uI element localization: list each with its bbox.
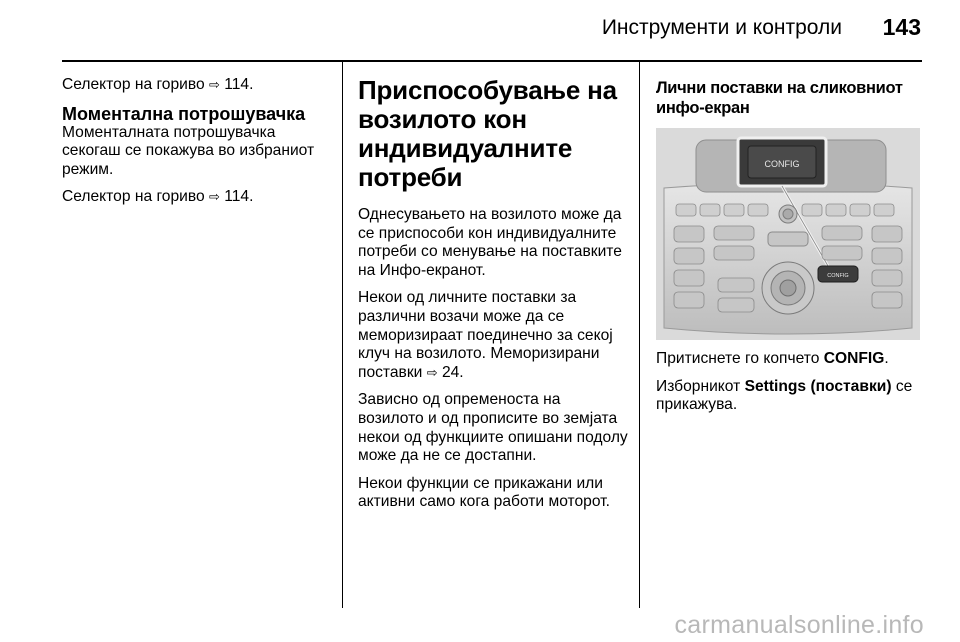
arrow-reference-icon: ⇨ [426, 364, 438, 380]
availability-note: Зависно од опременоста на возилото и од прописите во земјата некои од функциите опишани подолу може да не се достапни. [358, 391, 628, 465]
personalization-intro: Однесувањето на возилото може да се приспособи кон индивидуалните потреби со менување на поставките на Инфо-екранот. [358, 206, 622, 279]
engine-running-note: Некои функции се прикажани или активни само кога работи моторот. [358, 474, 610, 511]
section-title: Инструменти и контроли [601, 16, 842, 39]
fuel-selector-ref: Селектор на гориво ⇨ 114. [62, 76, 254, 93]
page-number: 143 [882, 14, 921, 40]
infotainment-panel-photo [656, 128, 920, 340]
header-divider [62, 60, 922, 62]
arrow-reference-icon: ⇨ [208, 77, 220, 92]
press-config-text: Притиснете го копчето CONFIG. [656, 350, 889, 367]
instant-consumption-text: Моменталната потрошувачка секогаш се покажува во избраниот режим. [62, 123, 315, 178]
middle-column [358, 76, 628, 521]
right-column [656, 78, 922, 128]
fuel-selector-ref-2: Селектор на гориво ⇨ 114. [62, 188, 254, 206]
personal-settings-heading: Лични поставки на сликовниот инфо-екран [656, 79, 903, 117]
personalization-heading: Приспособување на возилото кон индивидуалните потреби [358, 75, 617, 192]
right-column-text [656, 350, 922, 424]
arrow-reference-icon: ⇨ [208, 189, 220, 205]
site-watermark: carmanualsonline.info [674, 611, 924, 639]
photo-config-button-label: CONFIG [827, 273, 849, 279]
memorized-settings-text: Некои од личните поставки за различни возачи може да се меморизираат поединечно за секој клуч на возилото. Меморизирани поставки ⇨ 24. [358, 289, 613, 381]
column-divider-2 [639, 62, 640, 608]
settings-menu-text: Изборникот Settings (поставки) се прикажува. [656, 377, 913, 414]
left-column [62, 76, 332, 216]
instant-consumption-heading: Моментална потрошувачка [62, 103, 306, 124]
page-header [0, 0, 960, 62]
column-divider-1 [342, 62, 343, 608]
photo-config-label: CONFIG [764, 159, 800, 169]
